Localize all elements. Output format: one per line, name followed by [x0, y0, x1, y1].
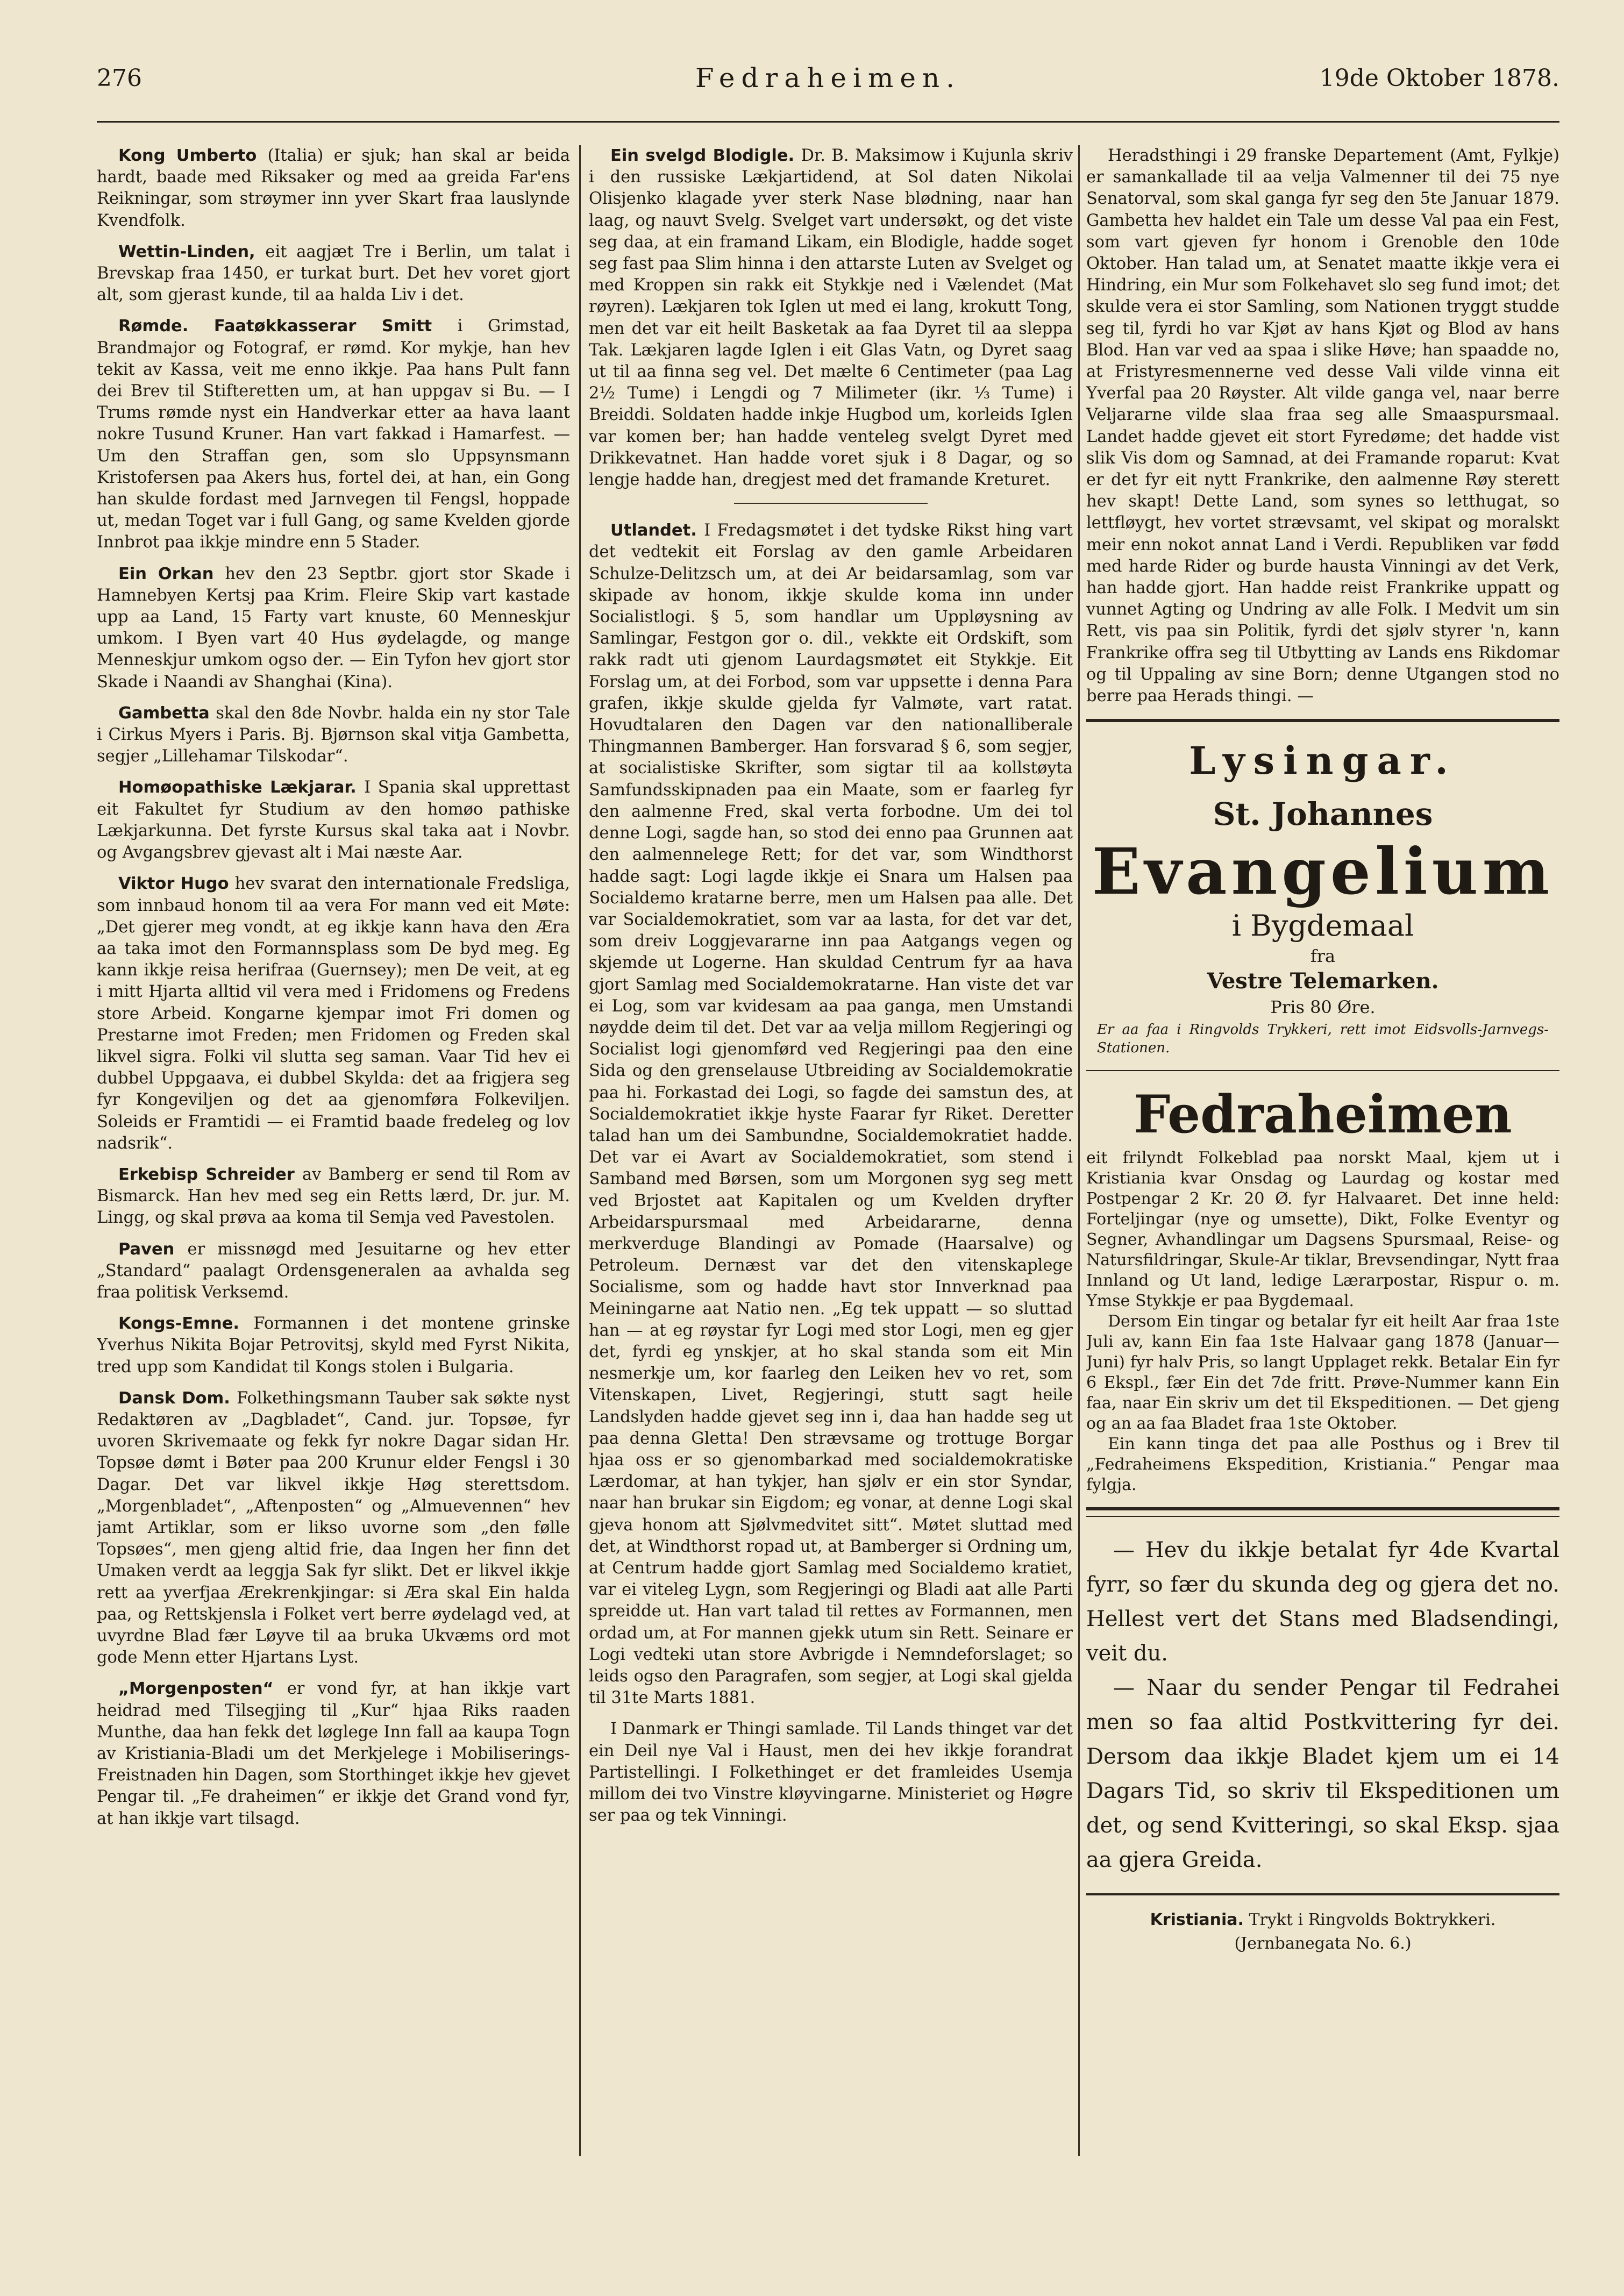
article-text: Formannen i det montene grinske Yverhus Nikita Bojar Petrovitsj, skyld med Fyrst Nikita, tred upp som Kandidat til Kongs stolen i Bulgaria. — [97, 1314, 570, 1377]
imprint-address: (Jernbanegata No. 6.) — [1234, 1934, 1412, 1953]
imprint-city: Kristiania. — [1150, 1910, 1244, 1930]
article-heading: „Morgenposten“ — [118, 1679, 274, 1699]
article-text: er vond fyr, at han ikkje vart heidrad med Tilsegjing til „Kur“ hjaa Riks raaden Munthe, daa han fekk det løglege Inn fall aa kaupa Togn av Kristiania-Bladi um det Merkjelege i Mobiliserings-Freistnaden hin Dagen, som Storthinget ikkje hev gjevet Pengar til. „Fe draheimen“ er ikkje det Grand vond fyr, at han ikkje vart tilsagd. — [97, 1679, 570, 1828]
article-text: skal den 8de Novbr. halda ein ny stor Tale i Cirkus Myers i Paris. Bj. Bjørnson skal vitja Gambetta, segjer „Lillehamar Tilskodar“. — [97, 703, 570, 766]
article-heading: Paven — [118, 1239, 175, 1259]
article-heading: Ein svelgd Blodigle. — [610, 146, 795, 165]
article — [1086, 145, 1559, 707]
article-text: Dr. B. Maksimow i Kujunla skriv i den russiske Lækjartidend, at Sol daten Nikolai Olisjenko klagade yver sterk Nase blødning, naar han laag, og nauvt Svelg. Svelget vart undersøkt, og det viste seg daa, at ein framand Likam, ein Blodigle, hadde soget seg fast paa Slim hinna i den attarste Luten av Svelget og med Kroppen sin rakk eit Stykkje ned i Vælendet (Mat røyren). Lækjaren tok Iglen ut med ei lang, krokutt Tong, men det var eit heilt Basketak aa faa Dyret til aa sleppa Tak. Lækjaren lagde Iglen i eit Glas Vatn, og Dyret saag ut til aa finna seg vel. Det mælte 6 Centimeter (paa Lag 2½ Tume) i Lengdi og 7 Milimeter (ikr. ⅓ Tume) i Breiddi. Soldaten hadde inkje Hugbod um, korleids Iglen var komen ber; han hadde venteleg svelgt Dyret med Drikkevatnet. Han hadde voret sjuk i 8 Dagar, og so lengje hadde han, dregjest med det framande Kreturet. — [589, 146, 1073, 490]
article — [97, 1678, 570, 1829]
article — [97, 145, 570, 232]
column-2 — [589, 145, 1073, 2156]
article-heading: Gambetta — [118, 703, 210, 723]
article — [589, 520, 1073, 1709]
ad-note: Er aa faa i Ringvolds Trykkeri, rett imot Eidsvolls-Jarnvegs-Stationen. — [1097, 1022, 1549, 1057]
fedraheimen-ad-paragraph: Ein kann tinga det paa alle Posthus og i Brev til „Fedraheimens Ekspedition, Kristiania.“ Pengar maa fylgja. — [1086, 1435, 1559, 1495]
section-rule-thin — [1086, 1516, 1559, 1517]
fedraheimen-ad-title: Fedraheimen — [1134, 1084, 1512, 1145]
article-text: i Grimstad, Brandmajor og Fotograf, er rømd. Kor mykje, han hev tekit av Kassa, veit me enno ikkje. Paa hans Pult fann dei Brev til Stifteretten um, at han uppgav si Bu. — I Trums rømde nyst ein Handverkar etter aa hava laant nokre Tusund Kruner. Han vart fakkad i Hamarfest. — Um den Straffan gen, som slo Uppsynsmann Kristofersen paa Akers hus, fortel dei, at han, ein Gong han skulde fordast med Jarnvegen til Fengsl, hoppade ut, medan Toget var i full Gang, og same Kvelden gjorde Innbrot paa ikkje mindre enn 5 Stader. — [97, 317, 570, 552]
ad-price: Pris 80 Øre. — [1270, 997, 1376, 1018]
section-rule — [1086, 1507, 1559, 1510]
article — [97, 1388, 570, 1669]
footer-rule — [1086, 1893, 1559, 1895]
article-text: Folkethingsmann Tauber sak søkte nyst Redaktøren av „Dagbladet“, Cand. jur. Topsøe, fyr uvoren Skrivemaate og fekk fyr nokre Dagar sidan Hr. Topsøe dømt i Bøter paa 200 Krunur elder Fengsl i 30 Dagar. Det var likvel ikkje Høg sterettsdom. „Morgenbladet“, „Aftenposten“ og „Almuevennen“ hev jamt Artiklar, som er likso uvorne som „den følle Topsøes“, men gjeng altid frie, daa Ingen her finn det Umaken verdt aa leggja Sak fyr slikt. Det er likvel ikkje rett aa yverfjaa Ærekrenkjingar: si Æra skal Ein halda paa, og Rettskjensla i Folket vert berre øydelagd ved, at uvyrdne Blad fær Løyve til aa bruka Ukvæms ord mot gode Menn etter Hjartans Lyst. — [97, 1388, 570, 1667]
page-header — [97, 59, 1559, 102]
article-heading: Wettin-Linden, — [118, 242, 255, 261]
column-rule-1 — [579, 145, 581, 2156]
article-text: I Fredagsmøtet i det tydske Rikst hing vart det vedtekit eit Forslag av den gamle Arbeidaren Schulze-Delitzsch um, at dei Ar beidarsamlag, som var skipade av honom, ikkje skulde koma inn under Socialistlogi. § 5, som handlar um Uppløysning av Samlingar, Festgon gor o. dil., vekkte eit Ordskift, som rakk radt uti gjenom Laurdagsmøtet eit Stykkje. Eit Forslag um, at dei Forbod, som var uppsette i denna Para grafen, ikkje skulde gjelda fyr Valmøte, vart ratat. Hovudtalaren den Dagen var den nationalliberale Thingmannen Bamberger. Han forsvarad § 6, som segjer, at socialistiske Skrifter, som sigtar til aa kollstøyta Samfundsskipnaden paa ein Maate, som er faarleg fyr den aalmenne Fred, skal verta forbodne. Um dei tol denne Logi, sagde han, so stod dei enno paa Grunnen aat den aalmennelege Rett; for det var, som Windthorst hadde sagt: Logi lagde ikkje ei Snara um Halsen paa Socialdemo kratarne berre, men um Halsen paa alle. Det var Socialdemokratiet, som var aa lasta, for det var det, som dreiv Loggjevararne inn paa Aatgangs vegen og skjemde ut Logerne. Han skuldad Centrum fyr aa hava gjort Samlag med Socialdemokratarne. Han viste det var ei Log, som var kvidesam aa paa ganga, men Umstandi nøydde deim til det. Det var aa velja millom Regjeringi og Socialist logi gjenomførd ved Regjeringi paa den eine Sida og den grenselause Utbreiding av Socialdemokratie paa hi. Forkastad dei Logi, so fagde dei samstun des, at Socialdemokratiet ikkje hyste Faarar fyr Riket. Deretter talad han um dei Sambundne, Socialdemokratiet hadde. Det var ei Avart av Socialdemokratiet, som stend i Samband med Børsen, som um Morgonen syg seg mett ved Brjostet aat Kapitalen og um Kvelden dryfter Arbeidarspursmaal med Arbeidararne, denna merkverduge Blandingi av Pomade (Haarsalve) og Petroleum. Dernæst var det den vitenskaplege Socialisme, som og hadde havt stor Innverknad paa Meiningarne aat Natio nen. „Eg tek uppatt — so sluttad han — at eg røystar fyr Logi med stor Logi, men eg gjer det, fyrdi eg ynskjer, at ho skal standa som eit Min nesmerkje um, kor faarleg den Leiken hev vo ret, som Vitenskapen, Livet, Regjeringi, stutt sagt heile Landslyden hadde gjevet seg inn i, daa han hadde seg ut paa denna Gletta! Den strævsame og trottuge Borgar hjaa oss er so gjenombarkad med socialdemokratiske Lærdomar, at han tykjer, han sjølv er ein stor Syndar, naar han brukar sin Eigdom; eg vonar, at denne Logi skal gjeva honom att Sjølvmedvitet sitt“. Møtet sluttad med det, at Windthorst ropad ut, at Bamberger si Ordning um, at Centrum hadde gjort Samlag med Socialdemo kratiet, var ei viteleg Lygn, som Regjeringi og Bladi aat alle Parti spreidde ut. Han vart talad til rettes av Formannen, men ordad um, at For mannen gjekk utum sin Rett. Seinare er Logi vedteki utan store Avbrigde i Nemndeforslaget; so leids ogso den Paragrafen, som segjer, at Logi skal gjelda til 31te Marts 1881. — [589, 521, 1073, 1708]
advertisements-title: Lysingar. — [1189, 738, 1457, 783]
header-rule — [97, 121, 1559, 123]
article-heading: Kongs-Emne. — [118, 1314, 240, 1334]
masthead-title: Fedraheimen. — [695, 62, 961, 94]
imprint-printer: Trykt i Ringvolds Boktrykkeri. — [1249, 1910, 1496, 1930]
article-text: eit aagjæt Tre i Berlin, um talat i Brevskap fraa 1450, er turkat burt. Det hev voret gjort alt, som gjerast kunde, til aa halda Liv i det. — [97, 242, 570, 305]
article — [97, 241, 570, 306]
article-text: er missnøgd med Jesuitarne og hev etter „Standard“ paalagt Ordensgeneralen aa avhalda seg fraa politisk Verksemd. — [97, 1239, 570, 1302]
page-number: 276 — [97, 65, 142, 92]
article-text: av Bamberg er send til Rom av Bismarck. Han hev med seg ein Retts lærd, Dr. jur. M. Lingg, og skal prøva aa koma til Semja ved Pavestolen. — [97, 1165, 570, 1228]
article-heading: Utlandet. — [610, 521, 697, 540]
column-3-news — [1086, 145, 1559, 707]
article-heading: Viktor Hugo — [118, 874, 229, 894]
ad-line-4: fra — [1310, 946, 1336, 967]
article-text: Heradsthingi i 29 franske Departement (Amt, Fylkje) er samankallade til aa velja Valmenner til dei 75 nye Senatorval, som skal ganga fyr seg den 5te Januar 1879. Gambetta hev haldet ein Tale um desse Val paa ein Fest, som vart gjeven fyr honom i Grenoble den 10de Oktober. Han talad um, at Senatet maatte ikkje vera ei Hindring, ein Mur som Folkehavet slo seg fund imot; det skulde vera ei stor Samling, som Nationen tryggt studde seg til, fyrdi ho var Kjøt av hans Kjøt og Blod av hans Blod. Han var ved aa spaa i slike Høve; han spaadde no, at Fristyresmennerne ved desse Vali vilde vinna eit Yverfal paa 20 Røyster. Alt vilde ganga vel, naar berre Veljararne vilde slaa fraa seg alle Smaaspursmaal. Landet hadde gjevet eit stort Fyredøme; det hadde vist slik Vis dom og Samnad, at dei Framande roparut: Kvat er det fyr eit nytt Frankrike, den aalmenne Røy sterett hev skapt! Dette Land, som synes so letthugat, so lettfløygt, hev vortet strævsamt, vel skipat og moralskt meir enn nokot annat Land i Verdi. Republiken var fødd med harde Rider og burde hausta Vinningi av det Verk, han hadde gjort. Han hadde reist Frankrike uppatt og vunnet Agting og Undring av alle Folk. I Medvit um sin Rett, vis paa sin Politik, fyrdi det sjølv styrer 'n, kann Frankrike offra seg til Utbytting av Lands ens Rikdomar og til Uppaling av sine Born; denne Utgangen stod no berre paa Herads thingi. — — [1086, 146, 1559, 706]
column-3 — [1086, 145, 1559, 2156]
imprint — [1086, 1908, 1559, 1956]
article-heading: Kong Umberto — [118, 146, 257, 165]
article — [97, 316, 570, 553]
article-heading: Rømde. Faatøkkasserar Smitt — [118, 317, 432, 336]
notice: — Hev du ikkje betalat fyr 4de Kvartal fyrr, so fær du skunda deg og gjera det no. Hellest vert det Stans med Bladsendingi, veit du. — [1086, 1538, 1559, 1666]
fedraheimen-ad-body — [1086, 1148, 1559, 1495]
article — [97, 703, 570, 768]
article-text: hev den 23 Septbr. gjort stor Skade i Hamnebyen Kertsj paa Krim. Fleire Skip vart kastade upp aa Land, 15 Farty vart knuste, 60 Menneskjur umkom. I Byen vart 40 Hus øydelagde, og mange Menneskjur umkom ogso der. — Ein Tyfon hev gjort stor Skade i Naandi av Shanghai (Kina). — [97, 564, 570, 691]
section-rule — [1086, 719, 1559, 722]
column-1 — [97, 145, 570, 2156]
article-text: (Italia) er sjuk; han skal ar beida hardt, baade med Riksaker og med aa greida Far'ens Reikningar, som strøymer inn yver Skart fraa lauslynde Kvendfolk. — [97, 146, 570, 230]
article-heading: Homøopathiske Lækjarar. — [118, 778, 357, 797]
article-heading: Dansk Dom. — [118, 1388, 230, 1408]
article-separator — [734, 503, 928, 504]
notice: — Naar du sender Pengar til Fedrahei men so faa altid Postkvittering fyr dei. Dersom daa ikkje Bladet kjem um ei 14 Dagars Tid, so skriv til Ekspeditionen um det, og send Kvitteringi, so skal Eksp. sjaa aa gjera Greida. — [1086, 1675, 1559, 1873]
ad-line-1: St. Johannes — [1213, 796, 1433, 833]
article-heading: Ein Orkan — [118, 564, 214, 583]
article — [97, 1239, 570, 1304]
ad-line-5: Vestre Telemarken. — [1207, 968, 1439, 994]
article — [97, 777, 570, 864]
ad-rule — [1086, 1070, 1559, 1071]
fedraheimen-ad-paragraph: Dersom Ein tingar og betalar fyr eit heilt Aar fraa 1ste Juli av, kann Ein faa 1ste Halvaar gang 1878 (Januar—Juni) fyr halv Pris, so langt Upplaget rekk. Betalar Ein fyr 6 Ekspl., fær Ein det 7de fritt. Prøve-Nummer kann Ein faa, naar Ein skriv um det til Ekspeditionen. — Det gjeng og an aa faa Bladet fraa 1ste Oktober. — [1086, 1312, 1559, 1434]
article-heading: Erkebisp Schreider — [118, 1165, 295, 1184]
ad-line-2: Evangelium — [1092, 834, 1554, 909]
notices — [1086, 1533, 1559, 1877]
article — [97, 564, 570, 693]
article — [589, 1719, 1073, 1827]
issue-date: 19de Oktober 1878. — [1319, 65, 1559, 92]
ad-line-3: i Bygdemaal — [1231, 909, 1414, 943]
article — [97, 1164, 570, 1229]
column-rule-2 — [1078, 145, 1080, 2156]
article-text: I Spania skal upprettast eit Fakultet fyr Studium av den homøo pathiske Lækjarkunna. Det fyrste Kursus skal taka aat i Novbr. og Avgangsbrev gjevast alt i Mai næste Aar. — [97, 778, 570, 862]
fedraheimen-ad-paragraph: eit frilyndt Folkeblad paa norskt Maal, kjem ut i Kristiania kvar Onsdag og Laurdag og kostar med Postpengar 2 Kr. 20 Ø. fyr Halvaaret. Det inne held: Forteljingar (nye og umsette), Dikt, Folke Eventyr og Segner, Avhandlingar um Dagsens Spursmaal, Reise- og Natursfildringar, Skule-Ar tiklar, Brevsendingar, Nytt fraa Innland og Ut land, ledige Lærarpostar, Rispur o. m. Ymse Stykkje er paa Bygdemaal. — [1086, 1149, 1559, 1311]
article — [97, 873, 570, 1154]
article — [97, 1313, 570, 1378]
article — [589, 145, 1073, 491]
article-text: I Danmark er Thingi samlade. Til Lands thinget var det ein Deil nye Val i Haust, men dei hev ikkje forandrat Partistellingi. I Folkethinget er det framleides Usemja millom dei tvo Vinstre kløyvingarne. Ministeriet og Høgre ser paa og tek Vinningi. — [589, 1720, 1073, 1826]
article-text: hev svarat den internationale Fredsliga, som innbaud honom til aa vera For mann ved eit Møte: „Det gjerer meg vondt, at eg ikkje kann hava den Æra aa taka imot den Formannsplass som De byd meg. Eg kann ikkje reisa herifraa (Guernsey); men De veit, at eg i mitt Hjarta alltid vil vera med i Fridomens og Fredens store Arbeid. Kongarne kjempar imot Fri domen og Prestarne imot Freden; men Fridomen og Freden skal likvel sigra. Folki vil slutta seg saman. Vaar Tid hev ei dubbel Uppgaava, ei dubbel Skylda: det aa frigjera seg fyr Kongeviljen og det aa gjenomføra Folkeviljen. Soleids er Framtidi — ei Framtid baade fredeleg og lov nadsrik“. — [97, 874, 570, 1153]
